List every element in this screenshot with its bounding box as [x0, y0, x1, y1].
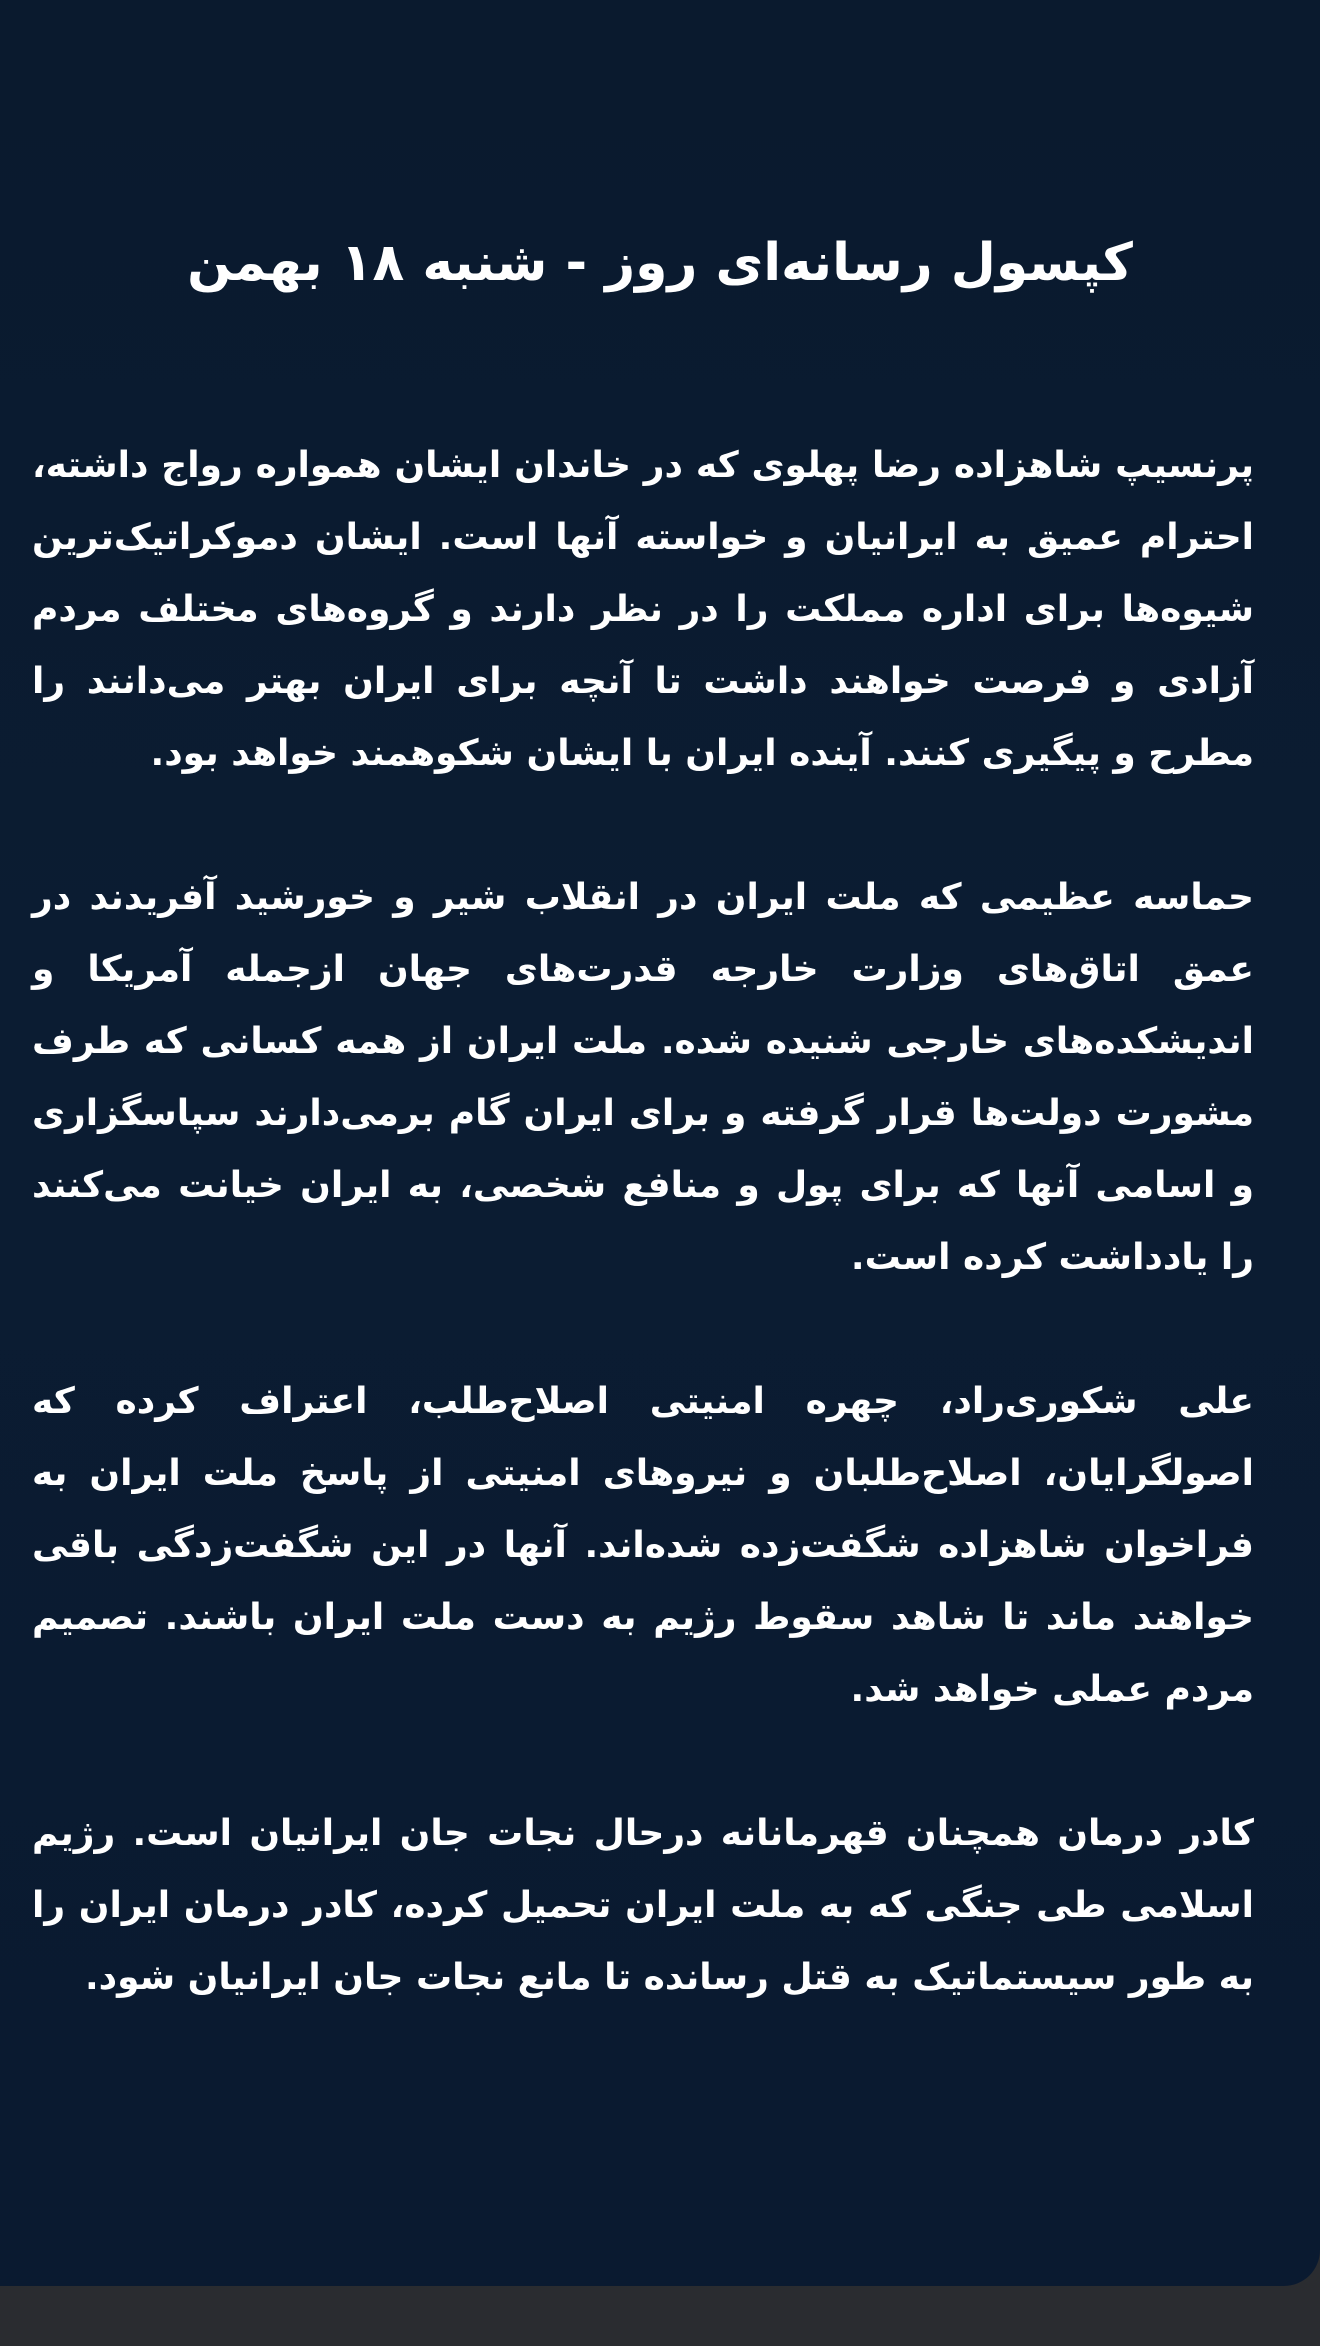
paragraph-3: علی شکوری‌راد، چهره امنیتی اصلاح‌طلب، اعتراف کرده که اصولگرایان، اصلاح‌طلبان و نیروهای امنیتی از پاسخ ملت ایران به فراخوان شاهزاده شگفت‌زده شده‌اند. آنها در این شگفت‌زدگی باقی خواهند ماند تا شاهد سقوط رژیم به دست ملت ایران باشند. تصمیم مردم عملی خواهد شد. — [32, 1381, 1254, 1710]
paragraph-1: پرنسیپ شاهزاده رضا پهلوی که در خاندان ایشان همواره رواج داشته، احترام عمیق به ایرانیان و خواسته آنها است. ایشان دموکراتیک‌ترین شیوه‌ها برای اداره مملکت را در نظر دارند و گروه‌های مختلف مردم آزادی و فرصت خواهند داشت تا آنچه برای ایران بهتر می‌دانند را مطرح و پیگیری کنند. آینده ایران با ایشان شکوهمند خواهد بود. — [32, 445, 1254, 774]
paragraph-4: کادر درمان همچنان قهرمانانه درحال نجات جان ایرانیان است. رژیم اسلامی طی جنگی که به ملت ایران تحمیل کرده، کادر درمان ایران را به طور سیستماتیک به قتل رسانده تا مانع نجات جان ایرانیان شود. — [32, 1813, 1254, 1998]
article-body — [32, 430, 1254, 2014]
page-title: کپسول رسانه‌ای روز - شنبه ۱۸ بهمن — [187, 233, 1133, 293]
paragraph-2: حماسه عظیمی که ملت ایران در انقلاب شیر و خورشید آفریدند در عمق اتاق‌های وزارت خارجه قدرت‌های جهان ازجمله آمریکا و اندیشکده‌های خارجی شنیده شده. ملت ایران از همه کسانی که طرف مشورت دولت‌ها قرار گرفته و برای ایران گام برمی‌دارند سپاسگزاری و اسامی آنها که برای پول و منافع شخصی، به ایران خیانت می‌کنند را یادداشت کرده است. — [32, 877, 1254, 1278]
system-bottom-bar — [0, 2286, 1320, 2346]
